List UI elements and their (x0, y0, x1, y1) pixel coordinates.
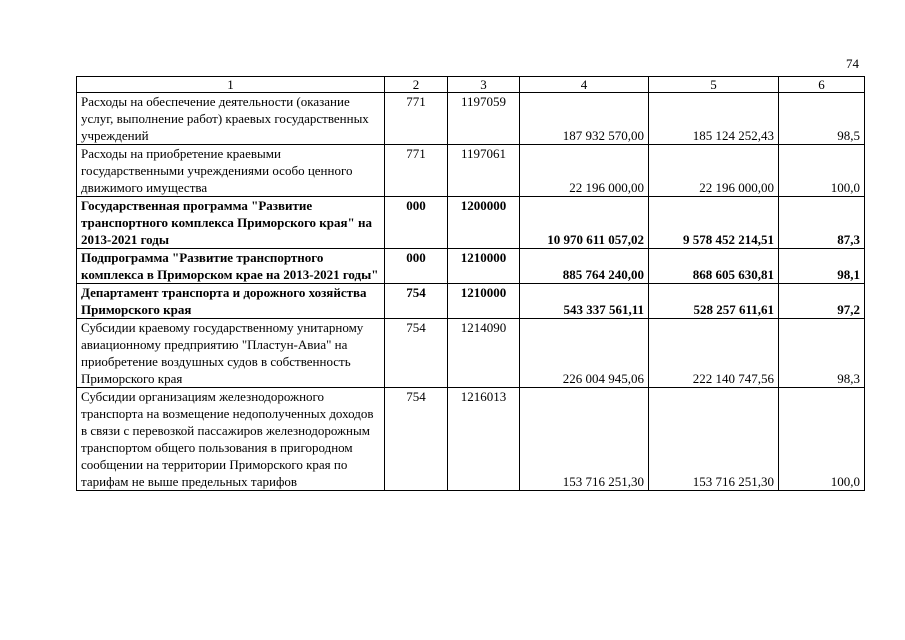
fact-amount: 528 257 611,61 (649, 284, 779, 319)
percent-value: 98,3 (779, 319, 865, 388)
header-cell: 3 (448, 77, 520, 93)
header-cell: 4 (520, 77, 649, 93)
expense-name: Субсидии организациям железнодорожного транспорта на возмещение недополученных доходов в связи с перевозкой пассажиров железнодорожным транспортом общего пользования в пригородном сообщении на территории Приморского края по тарифам не выше предельных тарифов (77, 388, 385, 491)
grbs-code: 754 (385, 319, 448, 388)
table-row (77, 284, 865, 319)
fact-amount: 153 716 251,30 (649, 388, 779, 491)
header-cell: 1 (77, 77, 385, 93)
expense-name: Подпрограмма "Развитие транспортного комплекса в Приморском крае на 2013-2021 годы" (77, 249, 385, 284)
table-row (77, 145, 865, 197)
header-cell: 6 (779, 77, 865, 93)
grbs-code: 754 (385, 284, 448, 319)
expense-name: Субсидии краевому государственному унитарному авиационному предприятию "Пластун-Авиа" на приобретение воздушных судов в собственность Приморского края (77, 319, 385, 388)
csr-code: 1200000 (448, 197, 520, 249)
fact-amount: 185 124 252,43 (649, 93, 779, 145)
fact-amount: 9 578 452 214,51 (649, 197, 779, 249)
table-row (77, 197, 865, 249)
percent-value: 98,1 (779, 249, 865, 284)
plan-amount: 22 196 000,00 (520, 145, 649, 197)
expense-name: Расходы на приобретение краевыми государственными учреждениями особо ценного движимого имущества (77, 145, 385, 197)
expense-name: Расходы на обеспечение деятельности (оказание услуг, выполнение работ) краевых государственных учреждений (77, 93, 385, 145)
expense-name: Департамент транспорта и дорожного хозяйства Приморского края (77, 284, 385, 319)
csr-code: 1210000 (448, 284, 520, 319)
percent-value: 97,2 (779, 284, 865, 319)
grbs-code: 000 (385, 197, 448, 249)
expense-name: Государственная программа "Развитие транспортного комплекса Приморского края" на 2013-2021 годы (77, 197, 385, 249)
plan-amount: 153 716 251,30 (520, 388, 649, 491)
plan-amount: 10 970 611 057,02 (520, 197, 649, 249)
csr-code: 1210000 (448, 249, 520, 284)
csr-code: 1214090 (448, 319, 520, 388)
table-row (77, 93, 865, 145)
csr-code: 1216013 (448, 388, 520, 491)
plan-amount: 187 932 570,00 (520, 93, 649, 145)
header-cell: 2 (385, 77, 448, 93)
budget-table (76, 76, 865, 491)
percent-value: 98,5 (779, 93, 865, 145)
table-header-row (77, 77, 865, 93)
percent-value: 100,0 (779, 145, 865, 197)
page-number: 74 (846, 56, 859, 71)
percent-value: 100,0 (779, 388, 865, 491)
grbs-code: 000 (385, 249, 448, 284)
fact-amount: 222 140 747,56 (649, 319, 779, 388)
csr-code: 1197061 (448, 145, 520, 197)
table-row (77, 249, 865, 284)
csr-code: 1197059 (448, 93, 520, 145)
plan-amount: 885 764 240,00 (520, 249, 649, 284)
percent-value: 87,3 (779, 197, 865, 249)
fact-amount: 868 605 630,81 (649, 249, 779, 284)
table-row (77, 388, 865, 491)
header-cell: 5 (649, 77, 779, 93)
plan-amount: 543 337 561,11 (520, 284, 649, 319)
grbs-code: 771 (385, 93, 448, 145)
fact-amount: 22 196 000,00 (649, 145, 779, 197)
grbs-code: 754 (385, 388, 448, 491)
table-row (77, 319, 865, 388)
grbs-code: 771 (385, 145, 448, 197)
plan-amount: 226 004 945,06 (520, 319, 649, 388)
